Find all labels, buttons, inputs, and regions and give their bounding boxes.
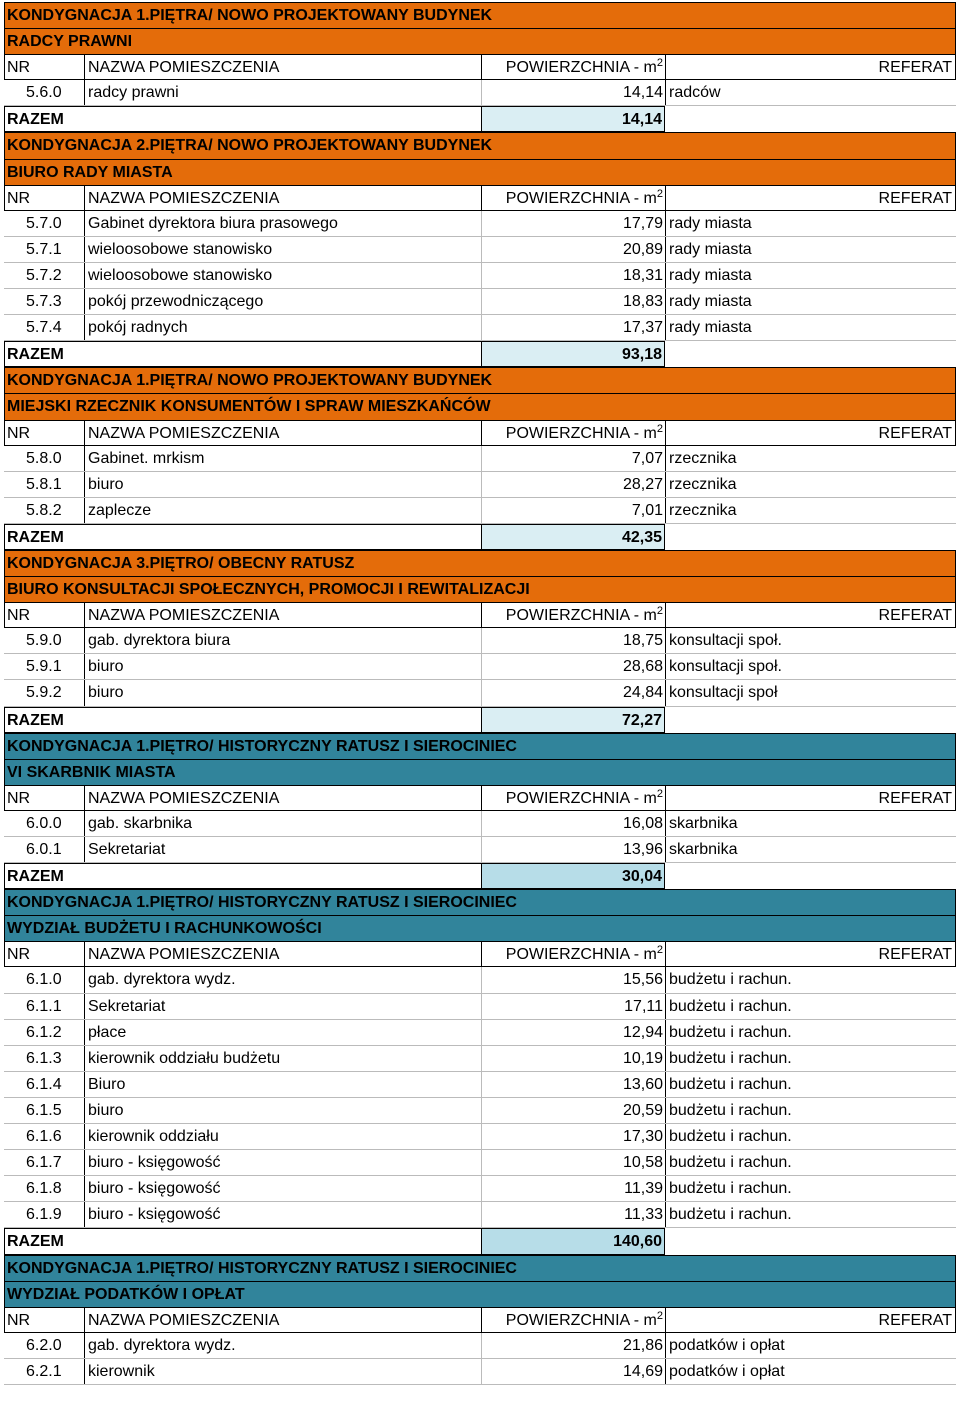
room-number: 6.1.5 [26, 1101, 62, 1119]
room-name: wieloosobowe stanowisko [84, 237, 481, 262]
room-number: 5.7.2 [26, 266, 62, 284]
floor-band [4, 367, 956, 393]
room-area: 7,07 [481, 446, 665, 471]
table-row [4, 315, 956, 341]
floor-band [4, 1255, 956, 1281]
header-area-superscript: 2 [656, 1309, 663, 1322]
room-name: gab. dyrektora wydz. [84, 967, 481, 992]
room-number: 5.8.0 [26, 449, 62, 467]
room-area: 7,01 [481, 498, 665, 523]
room-name: Sekretariat [84, 837, 481, 862]
room-department: podatków i opłat [665, 1359, 956, 1384]
room-name: zaplecze [84, 498, 481, 523]
department-title: BIURO KONSULTACJI SPOŁECZNYCH, PROMOCJI I REWITALIZACJI [7, 581, 530, 599]
header-name: NAZWA POMIESZCZENIA [84, 1308, 481, 1332]
room-name: Gabinet. mrkism [84, 446, 481, 471]
table-row [4, 1020, 956, 1046]
floor-band [4, 550, 956, 576]
room-area: 10,58 [481, 1150, 665, 1175]
room-number: 5.7.3 [26, 293, 62, 311]
header-nr: NR [4, 55, 84, 79]
table-row [4, 498, 956, 524]
room-area: 18,75 [481, 628, 665, 653]
room-area: 16,08 [481, 811, 665, 836]
floor-title: KONDYGNACJA 3.PIĘTRO/ OBECNY RATUSZ [7, 554, 355, 572]
table-row [4, 1072, 956, 1098]
floor-band [4, 132, 956, 158]
table-row [4, 1359, 956, 1385]
department-title: WYDZIAŁ PODATKÓW I OPŁAT [7, 1285, 245, 1303]
header-ref: REFERAT [665, 603, 956, 627]
total-area: 42,35 [481, 524, 665, 550]
header-ref: REFERAT [665, 786, 956, 810]
room-number: 5.9.2 [26, 684, 62, 702]
floor-band [4, 2, 956, 28]
total-area: 93,18 [481, 341, 665, 367]
section-1 [4, 132, 956, 367]
room-department: konsultacji społ. [665, 628, 956, 653]
department-band [4, 159, 956, 185]
room-number: 5.8.1 [26, 475, 62, 493]
floor-title: KONDYGNACJA 1.PIĘTRO/ HISTORYCZNY RATUSZ I SIEROCINIEC [7, 894, 517, 912]
room-number: 5.7.0 [26, 214, 62, 232]
room-department: rzecznika [665, 446, 956, 471]
total-label: RAZEM [4, 863, 481, 889]
room-area: 14,69 [481, 1359, 665, 1384]
room-name: biuro - księgowość [84, 1202, 481, 1227]
table-row [4, 211, 956, 237]
section-6 [4, 1255, 956, 1385]
room-name: Sekretariat [84, 994, 481, 1019]
room-department: budżetu i rachun. [665, 1020, 956, 1045]
department-band [4, 915, 956, 941]
table-row [4, 1046, 956, 1072]
room-number: 5.9.0 [26, 632, 62, 650]
room-name: pokój radnych [84, 315, 481, 340]
room-department: konsultacji społ [665, 680, 956, 705]
room-name: biuro [84, 654, 481, 679]
table-row [4, 680, 956, 706]
room-area: 18,31 [481, 263, 665, 288]
room-name: biuro [84, 1098, 481, 1123]
section-4 [4, 733, 956, 890]
room-number: 5.8.2 [26, 501, 62, 519]
room-department: podatków i opłat [665, 1333, 956, 1358]
header-area-label: POWIERZCHNIA - m [505, 1311, 657, 1329]
room-name: kierownik oddziału budżetu [84, 1046, 481, 1071]
room-number: 6.1.0 [26, 971, 62, 989]
total-label: RAZEM [4, 341, 481, 367]
department-title: MIEJSKI RZECZNIK KONSUMENTÓW I SPRAW MIESZKAŃCÓW [7, 398, 491, 416]
header-name: NAZWA POMIESZCZENIA [84, 603, 481, 627]
column-header-row [4, 785, 956, 811]
room-name: gab. dyrektora biura [84, 628, 481, 653]
column-header-row [4, 1307, 956, 1333]
header-area [481, 421, 665, 445]
room-area: 11,33 [481, 1202, 665, 1227]
total-row [4, 341, 956, 367]
room-department: rady miasta [665, 211, 956, 236]
floor-title: KONDYGNACJA 2.PIĘTRA/ NOWO PROJEKTOWANY BUDYNEK [7, 137, 493, 155]
department-title: VI SKARBNIK MIASTA [7, 763, 176, 781]
header-area-superscript: 2 [656, 187, 663, 200]
room-area: 17,11 [481, 994, 665, 1019]
header-nr: NR [4, 603, 84, 627]
header-area-label: POWIERZCHNIA - m [505, 946, 657, 964]
header-area [481, 55, 665, 79]
room-department: konsultacji społ. [665, 654, 956, 679]
room-department: rzecznika [665, 498, 956, 523]
room-department: radców [665, 80, 956, 105]
room-area: 10,19 [481, 1046, 665, 1071]
room-name: biuro - księgowość [84, 1176, 481, 1201]
room-department: rzecznika [665, 472, 956, 497]
room-name: gab. skarbnika [84, 811, 481, 836]
room-number: 5.6.0 [26, 84, 62, 102]
total-label: RAZEM [4, 1228, 481, 1254]
room-name: gab. dyrektora wydz. [84, 1333, 481, 1358]
total-row [4, 707, 956, 733]
header-name: NAZWA POMIESZCZENIA [84, 421, 481, 445]
header-area-label: POWIERZCHNIA - m [505, 789, 657, 807]
header-area-label: POWIERZCHNIA - m [505, 424, 657, 442]
room-number: 6.1.7 [26, 1154, 62, 1172]
room-number: 6.2.1 [26, 1362, 62, 1380]
table-row [4, 994, 956, 1020]
floor-title: KONDYGNACJA 1.PIĘTRA/ NOWO PROJEKTOWANY BUDYNEK [7, 7, 493, 24]
room-department: budżetu i rachun. [665, 1150, 956, 1175]
room-name: pokój przewodniczącego [84, 289, 481, 314]
room-number: 6.0.1 [26, 841, 62, 858]
department-title: BIURO RADY MIASTA [7, 163, 173, 181]
room-name: Biuro [84, 1072, 481, 1097]
total-area: 14,14 [481, 106, 665, 132]
header-nr: NR [4, 786, 84, 810]
floor-band [4, 733, 956, 759]
table-row [4, 837, 956, 863]
table-row [4, 446, 956, 472]
room-number: 6.1.8 [26, 1180, 62, 1198]
header-nr: NR [4, 942, 84, 966]
header-nr: NR [4, 186, 84, 210]
department-band [4, 576, 956, 602]
table-row [4, 1150, 956, 1176]
table-row [4, 1176, 956, 1202]
room-area: 21,86 [481, 1333, 665, 1358]
room-schedule-sheet [4, 2, 956, 1385]
header-area-superscript: 2 [656, 787, 663, 800]
header-area [481, 1308, 665, 1332]
column-header-row [4, 941, 956, 967]
room-number: 6.1.4 [26, 1075, 62, 1093]
room-number: 5.7.4 [26, 319, 62, 337]
room-area: 17,37 [481, 315, 665, 340]
table-row [4, 1202, 956, 1228]
total-area: 30,04 [481, 863, 665, 889]
header-area [481, 942, 665, 966]
floor-title: KONDYGNACJA 1.PIĘTRO/ HISTORYCZNY RATUSZ I SIEROCINIEC [7, 737, 517, 755]
room-department: rady miasta [665, 237, 956, 262]
total-label: RAZEM [4, 106, 481, 132]
header-ref: REFERAT [665, 186, 956, 210]
department-band [4, 759, 956, 785]
header-area [481, 603, 665, 627]
header-area-superscript: 2 [656, 57, 663, 70]
room-area: 13,60 [481, 1072, 665, 1097]
room-area: 17,79 [481, 211, 665, 236]
header-area-superscript: 2 [656, 422, 663, 435]
total-label: RAZEM [4, 524, 481, 550]
room-department: budżetu i rachun. [665, 1098, 956, 1123]
department-title: WYDZIAŁ BUDŻETU I RACHUNKOWOŚCI [7, 920, 322, 938]
room-name: kierownik oddziału [84, 1124, 481, 1149]
total-row [4, 863, 956, 889]
section-0 [4, 2, 956, 132]
room-department: rady miasta [665, 263, 956, 288]
section-2 [4, 367, 956, 550]
room-number: 6.1.3 [26, 1049, 62, 1067]
column-header-row [4, 185, 956, 211]
department-band [4, 28, 956, 54]
header-area [481, 186, 665, 210]
header-ref: REFERAT [665, 55, 956, 79]
room-department: skarbnika [665, 837, 956, 862]
room-area: 13,96 [481, 837, 665, 862]
header-nr: NR [4, 1308, 84, 1332]
room-department: budżetu i rachun. [665, 1046, 956, 1071]
room-department: budżetu i rachun. [665, 994, 956, 1019]
room-area: 20,89 [481, 237, 665, 262]
room-number: 6.1.2 [26, 1023, 62, 1041]
table-row [4, 967, 956, 993]
column-header-row [4, 54, 956, 80]
room-department: rady miasta [665, 289, 956, 314]
room-area: 20,59 [481, 1098, 665, 1123]
floor-title: KONDYGNACJA 1.PIĘTRO/ HISTORYCZNY RATUSZ I SIEROCINIEC [7, 1259, 517, 1277]
column-header-row [4, 602, 956, 628]
header-name: NAZWA POMIESZCZENIA [84, 186, 481, 210]
table-row [4, 811, 956, 837]
room-department: skarbnika [665, 811, 956, 836]
header-name: NAZWA POMIESZCZENIA [84, 55, 481, 79]
floor-band [4, 889, 956, 915]
room-area: 11,39 [481, 1176, 665, 1201]
header-area-label: POWIERZCHNIA - m [505, 607, 657, 625]
table-row [4, 80, 956, 106]
header-name: NAZWA POMIESZCZENIA [84, 942, 481, 966]
room-area: 18,83 [481, 289, 665, 314]
header-name: NAZWA POMIESZCZENIA [84, 786, 481, 810]
room-area: 14,14 [481, 80, 665, 105]
room-department: budżetu i rachun. [665, 1072, 956, 1097]
room-department: rady miasta [665, 315, 956, 340]
room-name: płace [84, 1020, 481, 1045]
header-area-label: POWIERZCHNIA - m [505, 189, 657, 207]
header-area-label: POWIERZCHNIA - m [505, 59, 657, 77]
room-number: 6.1.1 [26, 997, 62, 1015]
room-number: 6.1.6 [26, 1128, 62, 1146]
header-nr: NR [4, 421, 84, 445]
column-header-row [4, 420, 956, 446]
department-band [4, 1281, 956, 1307]
header-ref: REFERAT [665, 942, 956, 966]
table-row [4, 263, 956, 289]
table-row [4, 289, 956, 315]
table-row [4, 1333, 956, 1359]
floor-title: KONDYGNACJA 1.PIĘTRA/ NOWO PROJEKTOWANY BUDYNEK [7, 372, 493, 390]
header-ref: REFERAT [665, 1308, 956, 1332]
room-number: 5.7.1 [26, 240, 62, 258]
room-area: 12,94 [481, 1020, 665, 1045]
total-area: 140,60 [481, 1228, 665, 1254]
total-row [4, 1228, 956, 1254]
room-number: 6.1.9 [26, 1206, 62, 1224]
section-5 [4, 889, 956, 1254]
total-area: 72,27 [481, 707, 665, 733]
room-name: biuro [84, 472, 481, 497]
section-3 [4, 550, 956, 733]
room-area: 24,84 [481, 680, 665, 705]
room-name: biuro - księgowość [84, 1150, 481, 1175]
room-department: budżetu i rachun. [665, 967, 956, 992]
table-row [4, 1124, 956, 1150]
room-department: budżetu i rachun. [665, 1176, 956, 1201]
room-department: budżetu i rachun. [665, 1124, 956, 1149]
table-row [4, 472, 956, 498]
room-area: 28,27 [481, 472, 665, 497]
total-row [4, 524, 956, 550]
room-name: wieloosobowe stanowisko [84, 263, 481, 288]
department-title: RADCY PRAWNI [7, 33, 133, 51]
department-band [4, 393, 956, 419]
room-name: biuro [84, 680, 481, 705]
table-row [4, 1098, 956, 1124]
header-area-superscript: 2 [656, 944, 663, 957]
room-name: Gabinet dyrektora biura prasowego [84, 211, 481, 236]
room-area: 17,30 [481, 1124, 665, 1149]
total-row [4, 106, 956, 132]
table-row [4, 237, 956, 263]
header-area-superscript: 2 [656, 605, 663, 618]
room-name: kierownik [84, 1359, 481, 1384]
header-area [481, 786, 665, 810]
room-area: 15,56 [481, 967, 665, 992]
header-ref: REFERAT [665, 421, 956, 445]
room-name: radcy prawni [84, 80, 481, 105]
room-number: 5.9.1 [26, 658, 62, 676]
room-area: 28,68 [481, 654, 665, 679]
room-number: 6.2.0 [26, 1336, 62, 1354]
room-department: budżetu i rachun. [665, 1202, 956, 1227]
table-row [4, 654, 956, 680]
table-row [4, 628, 956, 654]
room-number: 6.0.0 [26, 814, 62, 832]
total-label: RAZEM [4, 707, 481, 733]
